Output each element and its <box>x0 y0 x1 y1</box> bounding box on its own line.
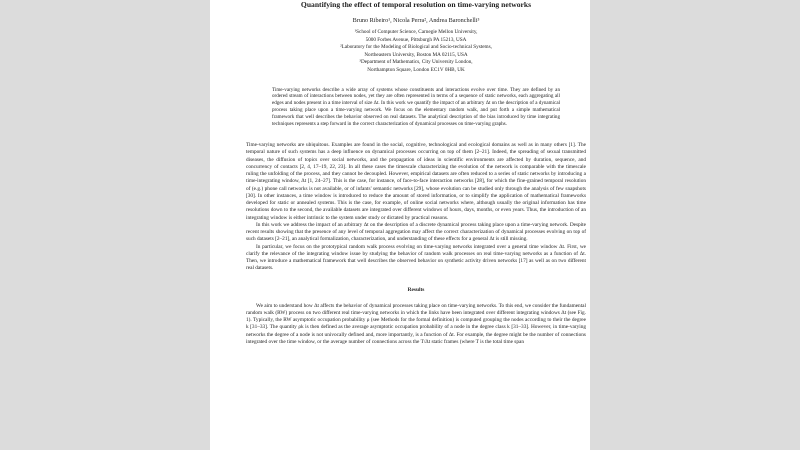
affiliation-line: Northampton Square, London EC1V 0HB, UK <box>367 66 465 73</box>
introduction <box>246 142 586 273</box>
paper-content <box>246 0 586 346</box>
paper-title: Quantifying the effect of temporal resolution on time-varying networks <box>300 0 532 9</box>
section-heading-results: Results <box>407 286 425 293</box>
body-paragraph: We aim to understand how Δt affects the behavior of dynamical processes taking place on time-varying networks. To this end, we consider the fundamental random walk (RW) process on two different real time-varying networks in which the links have been integrated over different integrating windows Δt (see Fig. 1). Typically, the RW asymptotic occupation probability ρ (see Methods for the formal definition) is computed grouping the nodes according to their the degree k [31–33]. The quantity ρk is then defined as the average asymptotic occupation probability of a node in the degree class k [31–33]. However, in time-varying networks the degree of a node is not univocally defined and, more importantly, is a function of Δt. For example, the degree might be the number of connections integrated over the time window, or the average number of connections across the T/Δt static frames (where T is the total time span <box>246 302 586 345</box>
paper-page <box>210 0 590 450</box>
affiliation-line: ²Laboratory for the Modeling of Biological and Socio-technical Systems, <box>340 44 492 51</box>
affiliation-line: 5000 Forbes Avenue, Pittsburgh PA 15213, USA <box>365 36 467 43</box>
affiliation-line: ³Department of Mathematics, City University London, <box>359 59 473 66</box>
body-paragraph: Time-varying networks are ubiquitous. Examples are found in the social, cognitive, technological and ecological domains as well as in many others [1]. The temporal nature of such systems has a deep influence on dynamical processes occurring on top of them [2–21]. Indeed, the spreading of sexual transmitted diseases, the diffusion of topics over social networks, and the propagation of ideas in scientific environments are affected by duration, sequence, and concurrency of contacts [2, 4, 17–19, 22, 23]. In all these cases the timescale characterizing the evolution of the network is comparable with the timescale ruling the unfolding of the process, and they cannot be decoupled. However, empirical datasets are often reduced to a series of static networks by introducing a time-integrating window, Δt [1, 24–27]. This is the case, for instance, of face-to-face interaction networks [28], for which the fine-grained temporal resolution of (e.g.) phone call networks is not available, or of infants' semantic networks [29], whose evolution can be studied only through the analysis of few snapshots [30]. In other instances, a time window is introduced to reduce the amount of stored information, or to simplify the application of mathematical frameworks developed for static or annealed systems. This is the case, for example, of online social networks where, although usually the original information has time resolutions down to the second, the available datasets are integrated over different windows of hours, days, months, or even years. Thus, the introduction of an integrating window is either intrinsic to the system under study or dictated by practical reasons. <box>246 142 586 221</box>
body-paragraph: In this work we address the impact of an arbitrary Δt on the description of a discrete dynamical process taking place upon a time-varying network. Despite recent results showing that the presence of any level of temporal aggregation may affect the correct characterization of dynamical processes evolving on top of such datasets [2–21], an analytical formalization, characterization, and understanding of these effects for a general Δt is still missing. <box>246 221 586 243</box>
affiliation-line: ¹School of Computer Science, Carnegie Mellon University, <box>354 29 478 35</box>
affiliations <box>246 29 586 75</box>
affiliation-line: Northeastern University, Boston MA 02115, USA <box>364 51 468 58</box>
results-section <box>246 303 586 347</box>
body-paragraph: In particular, we focus on the prototypical random walk process evolving on time-varying networks integrated over a general time window Δt. First, we clarify the relevance of the integrating window issue by studying the behavior of random walk processes on real time-varying networks as a function of Δt. Then, we introduce a mathematical framework that well describes the observed behavior on synthetic activity driven networks [17] as well as on two different real datasets. <box>246 243 586 272</box>
author-list: Bruno Ribeiro¹, Nicola Perra², Andrea Baronchelli³ <box>352 17 480 24</box>
abstract: Time-varying networks describe a wide array of systems whose constituents and interactions evolve over time. They are defined by an ordered stream of interactions between nodes, yet they are often represented in terms of a sequence of static networks, each aggregating all edges and nodes present in a time interval of size Δt. In this work we quantify the impact of an arbitrary Δt on the description of a dynamical process taking place upon a time-varying network. We focus on the elementary random walk, and put forth a simple mathematical framework that well describes the behavior observed on real datasets. The analytical description of the bias introduced by time integrating techniques represents a step forward in the correct characterization of dynamical processes on time-varying graphs. <box>272 86 560 128</box>
